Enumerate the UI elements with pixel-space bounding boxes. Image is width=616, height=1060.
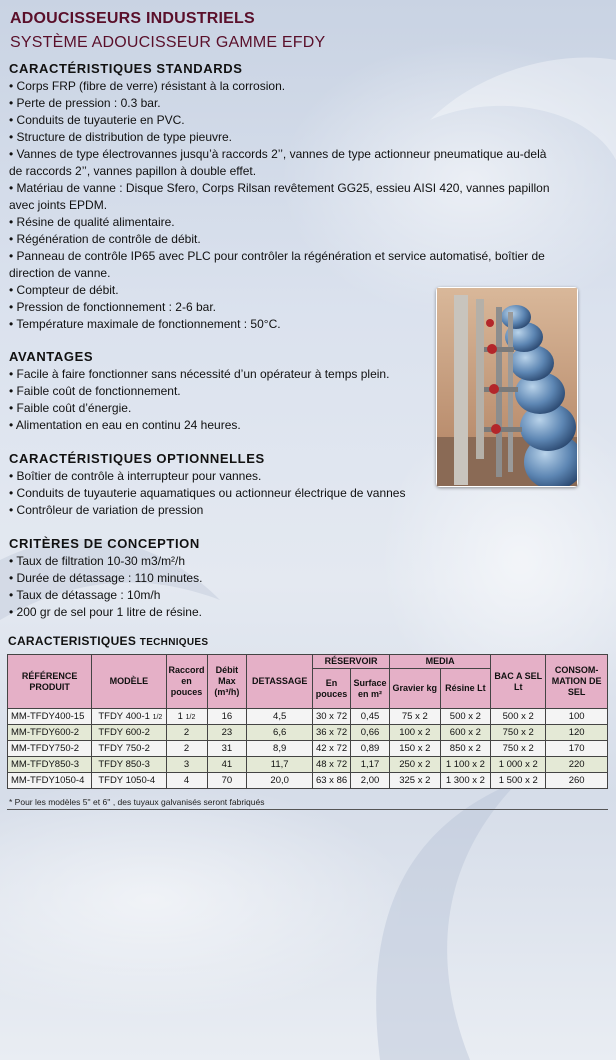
section-conception [9,536,202,621]
table-row [8,773,608,789]
header-detassage: DETASSAGE [247,655,313,709]
cell-gravier: 75 x 2 [390,709,441,725]
list-item: • Boîtier de contrôle à interrupteur pour vannes. [9,469,262,483]
page-title: ADOUCISSEURS INDUSTRIELS [10,10,255,27]
cell-surface: 2,00 [351,773,390,789]
cell-ref: MM-TFDY600-2 [8,725,92,741]
cell-gravier: 250 x 2 [390,757,441,773]
cell-resine: 600 x 2 [440,725,491,741]
modele-fraction: 1/2 [152,714,163,721]
header-res-surface: Surface en m² [351,669,390,709]
list-item: • Compteur de débit. [9,283,119,297]
raccord-text: 1 [177,711,183,722]
cell-pouces: 48 x 72 [313,757,351,773]
list-item: • Vannes de type électrovannes jusqu’à raccords 2’’, vannes de type actionneur pneumatique au-delà [9,147,547,161]
cell-resine: 500 x 2 [440,709,491,725]
cell-detassage: 6,6 [247,725,313,741]
list-item: • Température maximale de fonctionnement : 50°C. [9,317,281,331]
list-item: • Facile à faire fonctionner sans nécessité d’un opérateur à temps plein. [9,367,390,381]
table-row [8,709,608,725]
cell-modele [92,709,166,725]
section-heading: AVANTAGES [9,349,94,364]
list-item: • Alimentation en eau en continu 24 heures. [9,418,241,432]
list-item: • Faible coût de fonctionnement. [9,384,181,398]
cell-modele: TFDY 600-2 [92,725,166,741]
header-gravier: Gravier kg [390,669,441,709]
list-item: • 200 gr de sel pour 1 litre de résine. [9,605,202,619]
cell-bac: 500 x 2 [491,709,546,725]
raccord-fraction: 1/2 [185,714,196,721]
table-row [8,725,608,741]
cell-gravier: 150 x 2 [390,741,441,757]
header-res-pouces: En pouces [313,669,351,709]
cell-surface: 1,17 [351,757,390,773]
table-row [8,741,608,757]
header-reference: RÉFÉRENCE PRODUIT [8,655,92,709]
list-item: de raccords 2’’, vannes papillon à double effet. [9,164,257,178]
header-reservoir: RÉSERVOIR [313,655,390,669]
list-item: • Structure de distribution de type pieuvre. [9,130,232,144]
cell-pouces: 42 x 72 [313,741,351,757]
list-item: • Panneau de contrôle IP65 avec PLC pour contrôler la régénération et service automatisé, boîtier de [9,249,545,263]
list-item: • Contrôleur de variation de pression [9,503,204,517]
cell-bac: 750 x 2 [491,741,546,757]
cell-pouces: 36 x 72 [313,725,351,741]
cell-resine: 850 x 2 [440,741,491,757]
cell-surface: 0,45 [351,709,390,725]
list-item: • Faible coût d’énergie. [9,401,132,415]
cell-ref: MM-TFDY400-15 [8,709,92,725]
list-item: • Durée de détassage : 110 minutes. [9,571,203,585]
list-item: • Régénération de contrôle de débit. [9,232,201,246]
cell-conso: 100 [546,709,608,725]
tech-title-main: CARACTERISTIQUES [8,634,137,648]
header-resine: Résine Lt [440,669,491,709]
cell-pouces: 30 x 72 [313,709,351,725]
cell-conso: 260 [546,773,608,789]
cell-debit: 16 [207,709,247,725]
list-item: • Corps FRP (fibre de verre) résistant à la corrosion. [9,79,286,93]
cell-modele: TFDY 750-2 [92,741,166,757]
cell-gravier: 100 x 2 [390,725,441,741]
cell-surface: 0,89 [351,741,390,757]
list-item: • Conduits de tuyauterie aquamatiques ou actionneur électrique de vannes [9,486,406,500]
feature-list [9,366,389,434]
list-item: • Pression de fonctionnement : 2-6 bar. [9,300,216,314]
cell-raccord: 2 [166,741,207,757]
cell-debit: 70 [207,773,247,789]
header-conso: CONSOM-MATION DE SEL [546,655,608,709]
cell-bac: 1 500 x 2 [491,773,546,789]
tech-table-title [8,634,208,648]
section-optionnelles [9,451,405,519]
section-heading: CRITÈRES DE CONCEPTION [9,536,200,551]
cell-ref: MM-TFDY1050-4 [8,773,92,789]
cell-detassage: 11,7 [247,757,313,773]
section-heading: CARACTÉRISTIQUES STANDARDS [9,61,243,76]
cell-bac: 750 x 2 [491,725,546,741]
table-footnote: * Pour les modèles 5'' et 6'' , des tuyaux galvanisés seront fabriqués [9,797,265,807]
list-item: • Taux de filtration 10-30 m3/m²/h [9,554,186,568]
list-item: • Taux de détassage : 10m/h [9,588,161,602]
cell-conso: 220 [546,757,608,773]
cell-resine: 1 300 x 2 [440,773,491,789]
modele-text: TFDY 400-1 [98,711,150,722]
cell-gravier: 325 x 2 [390,773,441,789]
header-debit: Débit Max (m³/h) [207,655,247,709]
cell-detassage: 8,9 [247,741,313,757]
cell-conso: 120 [546,725,608,741]
table-header-row [8,655,608,669]
header-raccord: Raccord en pouces [166,655,207,709]
list-item: • Matériau de vanne : Disque Sfero, Corps Rilsan revêtement GG25, essieu AISI 420, vannes papillon [9,181,550,195]
list-item: • Résine de qualité alimentaire. [9,215,175,229]
header-modele: MODÈLE [92,655,166,709]
section-avantages [9,349,389,434]
cell-debit: 41 [207,757,247,773]
cell-resine: 1 100 x 2 [440,757,491,773]
spec-table [7,654,608,789]
page-subtitle: SYSTÈME ADOUCISSEUR GAMME EFDY [10,34,326,51]
cell-modele: TFDY 1050-4 [92,773,166,789]
header-media: MEDIA [390,655,491,669]
list-item: direction de vanne. [9,266,111,280]
cell-bac: 1 000 x 2 [491,757,546,773]
section-heading: CARACTÉRISTIQUES OPTIONNELLES [9,451,265,466]
feature-list [9,553,202,621]
list-item: • Conduits de tuyauterie en PVC. [9,113,185,127]
cell-raccord: 3 [166,757,207,773]
product-photo [436,287,578,487]
list-item: • Perte de pression : 0.3 bar. [9,96,161,110]
cell-detassage: 4,5 [247,709,313,725]
header-bac: BAC A SEL Lt [491,655,546,709]
cell-detassage: 20,0 [247,773,313,789]
cell-conso: 170 [546,741,608,757]
cell-raccord [166,709,207,725]
cell-modele: TFDY 850-3 [92,757,166,773]
cell-debit: 31 [207,741,247,757]
table-row [8,757,608,773]
cell-ref: MM-TFDY750-2 [8,741,92,757]
cell-raccord: 4 [166,773,207,789]
cell-debit: 23 [207,725,247,741]
footnote-divider [7,809,608,810]
cell-raccord: 2 [166,725,207,741]
list-item: avec joints EPDM. [9,198,108,212]
cell-ref: MM-TFDY850-3 [8,757,92,773]
softener-tanks-image [436,287,578,487]
cell-pouces: 63 x 86 [313,773,351,789]
tech-title-small: TECHNIQUES [139,637,209,648]
cell-surface: 0,66 [351,725,390,741]
feature-list [9,468,405,519]
